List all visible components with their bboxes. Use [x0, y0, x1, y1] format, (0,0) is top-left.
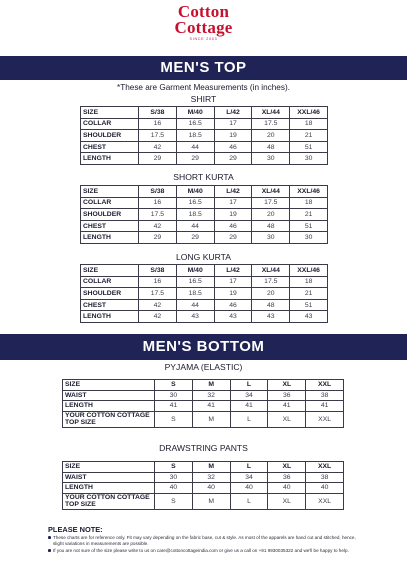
- table-cell: 29: [214, 153, 252, 165]
- table-cell: 42: [139, 141, 177, 153]
- table-cell: XXL: [306, 411, 344, 427]
- header-cell: L: [230, 462, 268, 473]
- table-cell: 43: [290, 311, 328, 323]
- table-row: [81, 197, 328, 209]
- header-cell: S: [155, 462, 193, 473]
- header-cell: XL: [268, 462, 306, 473]
- table-cell: 16.5: [176, 197, 214, 209]
- table-cell: 48: [252, 299, 290, 311]
- header-cell: M/40: [176, 186, 214, 198]
- table-cell: 41: [230, 401, 268, 412]
- table-cell: 40: [192, 483, 230, 494]
- table-cell: 17: [214, 276, 252, 288]
- table-cell: 51: [290, 220, 328, 232]
- table-cell: 30: [155, 390, 193, 401]
- table-cell: L: [230, 411, 268, 427]
- table-cell: 30: [290, 153, 328, 165]
- bullet-dot-icon: [48, 549, 51, 552]
- table-header-row: [63, 462, 344, 473]
- table-cell: 51: [290, 299, 328, 311]
- row-label-line: TOP SIZE: [65, 501, 96, 508]
- table-cell: 42: [139, 311, 177, 323]
- table-row: [63, 390, 344, 401]
- header-cell: XXL/46: [290, 265, 328, 277]
- pyjama-caption: PYJAMA (ELASTIC): [164, 362, 243, 372]
- table-cell: 20: [252, 288, 290, 300]
- table-row: [81, 153, 328, 165]
- drawstring-caption: DRAWSTRING PANTS: [159, 443, 248, 453]
- table-cell: 20: [252, 209, 290, 221]
- table-cell: 16: [139, 276, 177, 288]
- table-cell: 46: [214, 141, 252, 153]
- table-row: [81, 130, 328, 142]
- short-kurta-caption: SHORT KURTA: [173, 172, 234, 182]
- row-label-line: YOUR COTTON COTTAGE: [65, 494, 150, 501]
- pyjama-size-table: [62, 379, 344, 428]
- garment-measurement-note: *These are Garment Measurements (in inches).: [117, 83, 290, 92]
- table-cell: 40: [306, 483, 344, 494]
- table-cell: XL: [268, 493, 306, 509]
- table-cell: 17: [214, 197, 252, 209]
- row-label: LENGTH: [63, 483, 155, 494]
- table-cell: 17.5: [139, 130, 177, 142]
- table-cell: 36: [268, 472, 306, 483]
- table-cell: L: [230, 493, 268, 509]
- table-cell: 18.5: [176, 209, 214, 221]
- row-label: COLLAR: [81, 197, 139, 209]
- note-item: [48, 535, 360, 546]
- table-cell: 41: [192, 401, 230, 412]
- table-cell: 30: [155, 472, 193, 483]
- table-cell: 21: [290, 209, 328, 221]
- table-cell: 20: [252, 130, 290, 142]
- shirt-size-table: [80, 106, 328, 165]
- table-cell: 21: [290, 288, 328, 300]
- table-cell: 18.5: [176, 288, 214, 300]
- note-text: If you are not sure of the size please write to us on care@cottoncottageindia.com or give us a call on +91 9930035322 and we'll be happy to help.: [53, 547, 349, 553]
- header-cell: SIZE: [81, 265, 139, 277]
- row-label: SHOULDER: [81, 288, 139, 300]
- drawstring-size-table: [62, 461, 344, 510]
- table-cell: 17.5: [139, 288, 177, 300]
- header-cell: M/40: [176, 107, 214, 119]
- table-header-row: [63, 380, 344, 391]
- table-cell: 38: [306, 390, 344, 401]
- table-cell: XL: [268, 411, 306, 427]
- header-cell: S/38: [139, 107, 177, 119]
- long-kurta-size-table: [80, 264, 328, 323]
- row-label: COLLAR: [81, 118, 139, 130]
- header-cell: XL/44: [252, 265, 290, 277]
- row-label: LENGTH: [81, 153, 139, 165]
- header-cell: XXL: [306, 380, 344, 391]
- table-cell: 17.5: [252, 197, 290, 209]
- table-cell: 16.5: [176, 118, 214, 130]
- table-cell: 41: [155, 401, 193, 412]
- bullet-dot-icon: [48, 536, 51, 539]
- table-cell: 44: [176, 141, 214, 153]
- brand-logo: [0, 4, 407, 46]
- table-cell: 41: [306, 401, 344, 412]
- table-row: [81, 276, 328, 288]
- row-label: SHOULDER: [81, 209, 139, 221]
- table-cell: 29: [139, 232, 177, 244]
- table-cell: 16.5: [176, 276, 214, 288]
- table-cell: 17.5: [252, 276, 290, 288]
- table-cell: 30: [252, 153, 290, 165]
- header-cell: L/42: [214, 107, 252, 119]
- header-cell: M/40: [176, 265, 214, 277]
- row-label: LENGTH: [63, 401, 155, 412]
- table-row: [81, 311, 328, 323]
- table-cell: S: [155, 411, 193, 427]
- table-row: [81, 232, 328, 244]
- table-cell: 43: [252, 311, 290, 323]
- header-cell: M: [192, 380, 230, 391]
- table-cell: 17.5: [139, 209, 177, 221]
- table-header-row: [81, 265, 328, 277]
- row-label-line: YOUR COTTON COTTAGE: [65, 412, 150, 419]
- note-item: [48, 548, 360, 554]
- table-cell: 34: [230, 390, 268, 401]
- table-cell: 18: [290, 118, 328, 130]
- logo-line-2: Cottage: [174, 18, 233, 37]
- header-cell: XXL/46: [290, 186, 328, 198]
- row-label: LENGTH: [81, 311, 139, 323]
- row-label: WAIST: [63, 472, 155, 483]
- table-cell: S: [155, 493, 193, 509]
- table-header-row: [81, 186, 328, 198]
- header-cell: SIZE: [81, 186, 139, 198]
- table-cell: 30: [252, 232, 290, 244]
- table-cell: 44: [176, 220, 214, 232]
- table-cell: 42: [139, 299, 177, 311]
- table-cell: 29: [176, 153, 214, 165]
- table-cell: 18.5: [176, 130, 214, 142]
- header-cell: SIZE: [63, 462, 155, 473]
- logo-line-1: Cotton: [177, 2, 230, 21]
- table-header-row: [81, 107, 328, 119]
- table-cell: 29: [214, 232, 252, 244]
- table-row: [81, 288, 328, 300]
- table-cell: 48: [252, 141, 290, 153]
- table-cell: 40: [230, 483, 268, 494]
- header-cell: L/42: [214, 265, 252, 277]
- header-cell: XL/44: [252, 107, 290, 119]
- table-row: [63, 493, 344, 509]
- table-cell: 32: [192, 390, 230, 401]
- table-cell: 30: [290, 232, 328, 244]
- table-cell: 42: [139, 220, 177, 232]
- table-cell: 46: [214, 220, 252, 232]
- table-row: [81, 141, 328, 153]
- table-cell: 21: [290, 130, 328, 142]
- table-row: [81, 220, 328, 232]
- table-cell: 46: [214, 299, 252, 311]
- header-cell: S/38: [139, 186, 177, 198]
- table-cell: 19: [214, 209, 252, 221]
- table-row: [63, 411, 344, 427]
- note-text: These charts are for reference only. Fit may vary depending on the fabric base, cut & style. As most of the apparels are hand cut and stitched, hence, slight variations in measurements are possible.: [53, 535, 356, 546]
- mens-top-banner: MEN'S TOP: [0, 56, 407, 80]
- please-note-heading: PLEASE NOTE:: [48, 525, 103, 534]
- table-cell: 19: [214, 288, 252, 300]
- table-row: [81, 209, 328, 221]
- mens-bottom-banner: MEN'S BOTTOM: [0, 334, 407, 360]
- row-label: WAIST: [63, 390, 155, 401]
- row-label: CHEST: [81, 220, 139, 232]
- header-cell: XXL/46: [290, 107, 328, 119]
- table-cell: 51: [290, 141, 328, 153]
- row-label: CHEST: [81, 299, 139, 311]
- header-cell: L/42: [214, 186, 252, 198]
- table-cell: M: [192, 493, 230, 509]
- table-row: [81, 299, 328, 311]
- table-cell: 41: [268, 401, 306, 412]
- table-cell: 29: [176, 232, 214, 244]
- table-cell: 34: [230, 472, 268, 483]
- shirt-caption: SHIRT: [190, 94, 217, 104]
- table-cell: 16: [139, 197, 177, 209]
- row-label: LENGTH: [81, 232, 139, 244]
- row-label: COLLAR: [81, 276, 139, 288]
- table-cell: 36: [268, 390, 306, 401]
- table-cell: 17.5: [252, 118, 290, 130]
- table-row: [81, 118, 328, 130]
- table-cell: 43: [214, 311, 252, 323]
- table-cell: 40: [155, 483, 193, 494]
- header-cell: M: [192, 462, 230, 473]
- row-label-line: TOP SIZE: [65, 419, 96, 426]
- table-cell: 29: [139, 153, 177, 165]
- logo-since: SINCE 2003: [189, 37, 218, 41]
- table-cell: 18: [290, 197, 328, 209]
- short-kurta-size-table: [80, 185, 328, 244]
- table-cell: 17: [214, 118, 252, 130]
- header-cell: S/38: [139, 265, 177, 277]
- header-cell: SIZE: [63, 380, 155, 391]
- table-cell: 48: [252, 220, 290, 232]
- table-row: [63, 472, 344, 483]
- header-cell: S: [155, 380, 193, 391]
- header-cell: SIZE: [81, 107, 139, 119]
- table-cell: 16: [139, 118, 177, 130]
- table-cell: 38: [306, 472, 344, 483]
- header-cell: XL: [268, 380, 306, 391]
- please-note-list: [48, 535, 360, 555]
- long-kurta-caption: LONG KURTA: [175, 252, 232, 262]
- table-cell: XXL: [306, 493, 344, 509]
- table-cell: 44: [176, 299, 214, 311]
- table-cell: 19: [214, 130, 252, 142]
- header-cell: L: [230, 380, 268, 391]
- row-label: [63, 493, 155, 509]
- row-label: CHEST: [81, 141, 139, 153]
- header-cell: XL/44: [252, 186, 290, 198]
- table-cell: M: [192, 411, 230, 427]
- table-cell: 18: [290, 276, 328, 288]
- table-cell: 43: [176, 311, 214, 323]
- table-cell: 40: [268, 483, 306, 494]
- table-row: [63, 483, 344, 494]
- table-cell: 32: [192, 472, 230, 483]
- row-label: SHOULDER: [81, 130, 139, 142]
- row-label: [63, 411, 155, 427]
- table-row: [63, 401, 344, 412]
- header-cell: XXL: [306, 462, 344, 473]
